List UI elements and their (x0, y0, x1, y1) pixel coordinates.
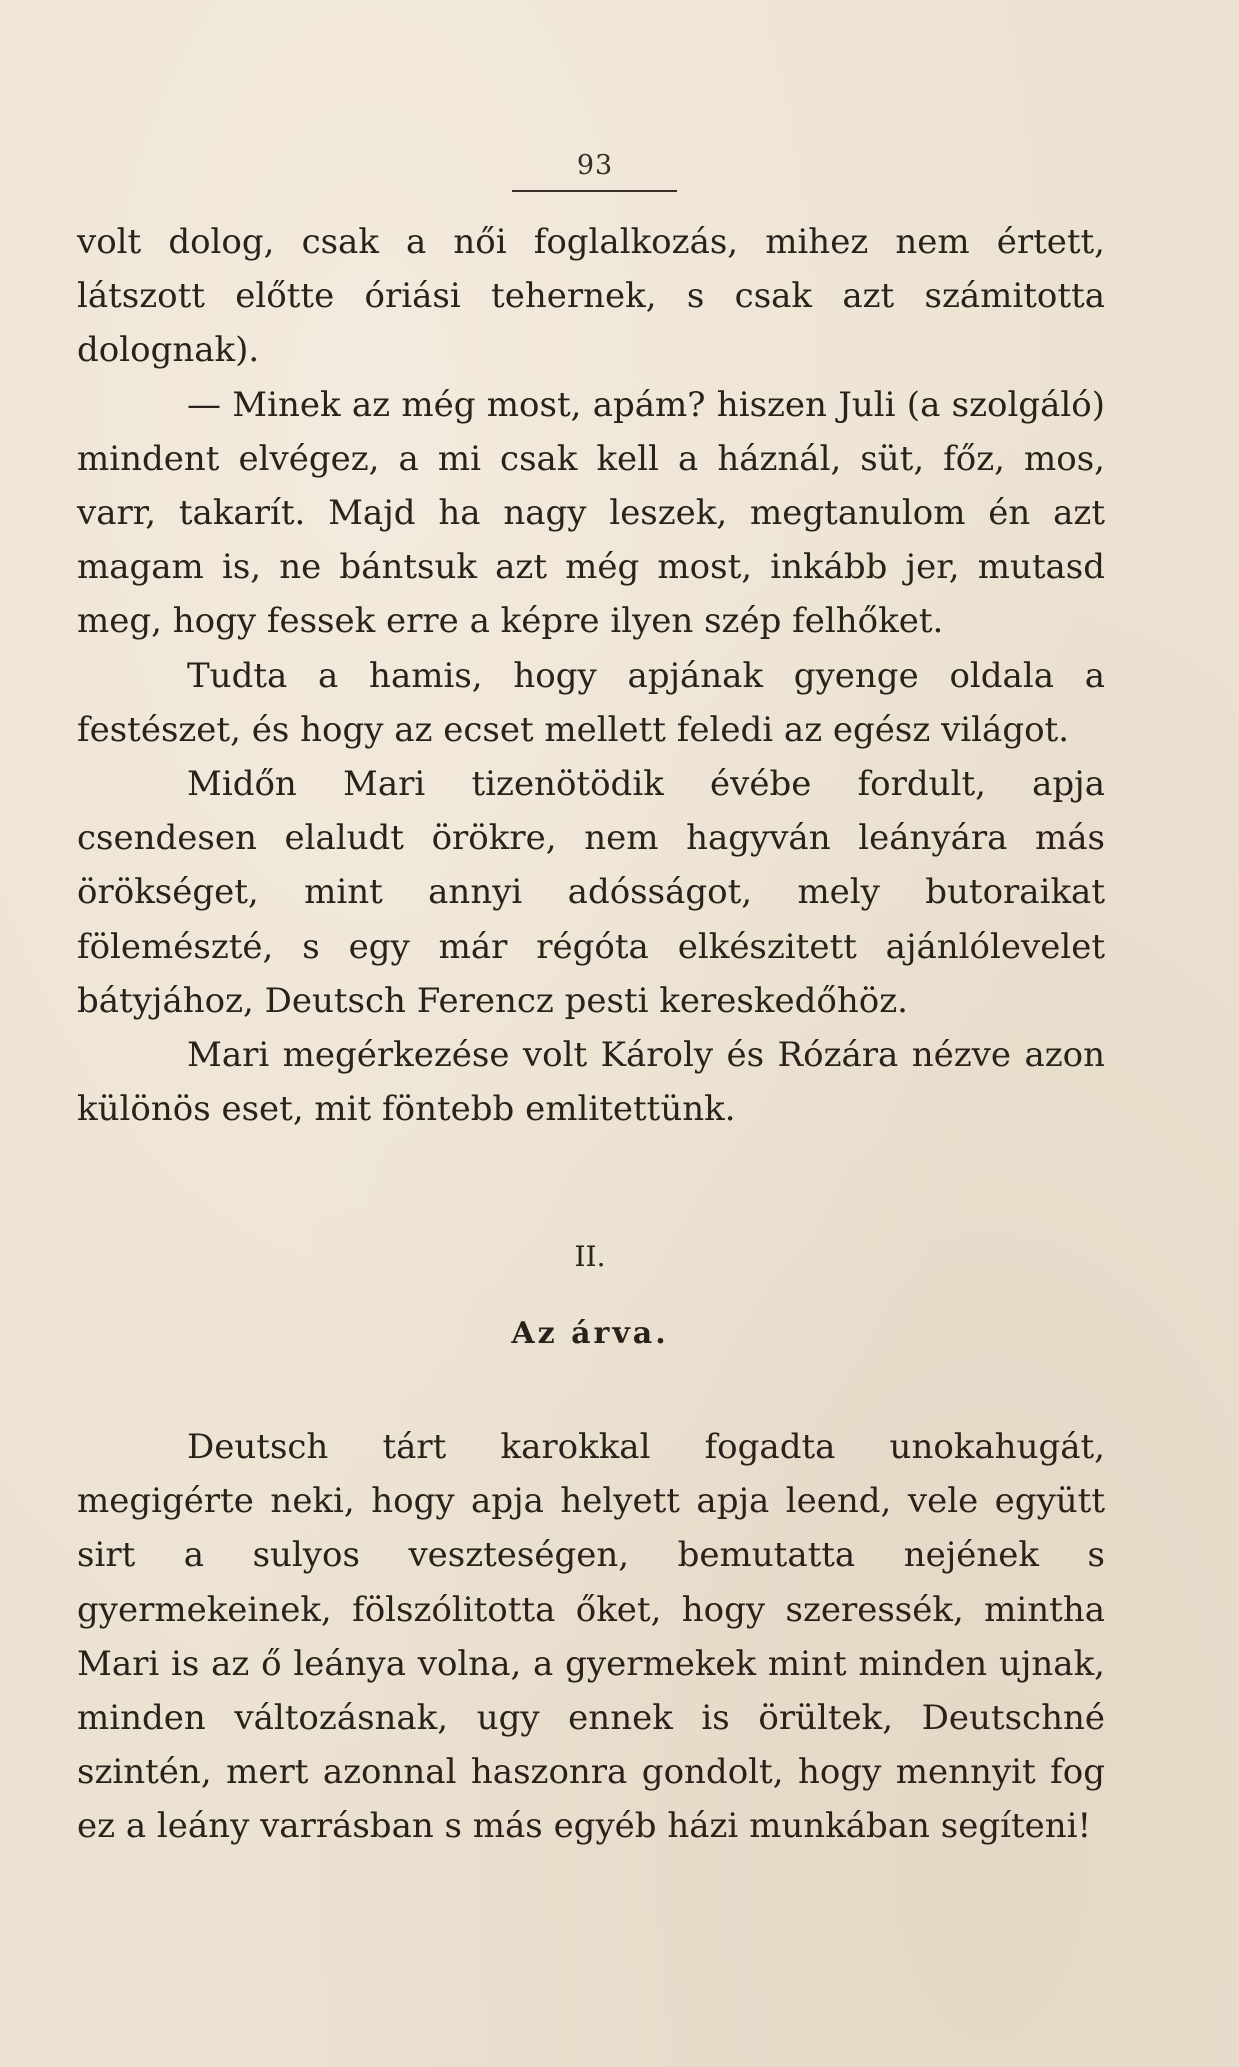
paragraph-dialogue: — Minek az még most, apám? hiszen Juli (a szolgáló) mindent elvégez, a mi csak kell a háznál, süt, főz, mos, varr, takarít. Majd ha nagy leszek, megtanulom én azt magam is, ne bántsuk azt még most, inkább jer, mutasd meg, hogy fessek erre a képre ilyen szép felhőket. (77, 384, 1105, 642)
text-block-top (77, 215, 1105, 1136)
page-number: 93 (576, 150, 614, 181)
paragraph: Tudta a hamis, hogy apjának gyenge oldala a festészet, és hogy az ecset mellett feledi az egész világot. (77, 655, 1105, 750)
paragraph-continuation: volt dolog, csak a női foglalkozás, mihez nem értett, látszott előtte óriási tehernek, s csak azt számitotta dolognak). (77, 222, 1105, 371)
text-block-bottom (77, 1420, 1105, 1854)
paragraph: Midőn Mari tizenötödik évébe fordult, apja csendesen elaludt örökre, nem hagyván leányára más örökséget, mint annyi adósságot, mely butoraikat fölemészté, s egy már régóta elkészitett ajánlólevelet bátyjához, Deutsch Ferencz pesti kereskedőhöz. (77, 764, 1105, 1021)
page-number-rule (512, 190, 677, 192)
chapter-title: Az árva. (511, 1316, 669, 1351)
paragraph: Deutsch tárt karokkal fogadta unokahugát, megigérte neki, hogy apja helyett apja leend, vele együtt sirt a sulyos veszteségen, bemutatta nejének s gyermekeinek, fölszólitotta őket, hogy szeressék, mintha Mari is az ő leánya volna, a gyermekek mint minden ujnak, minden változásnak, ugy ennek is örültek, Deutschné szintén, mert azonnal haszonra gondolt, hogy mennyit fog ez a leány varrásban s más egyéb házi munkában segíteni! (77, 1427, 1105, 1847)
paragraph: Mari megérkezése volt Károly és Rózára nézve azon különös eset, mit föntebb emlitettünk. (77, 1035, 1105, 1130)
chapter-number: II. (574, 1240, 606, 1273)
